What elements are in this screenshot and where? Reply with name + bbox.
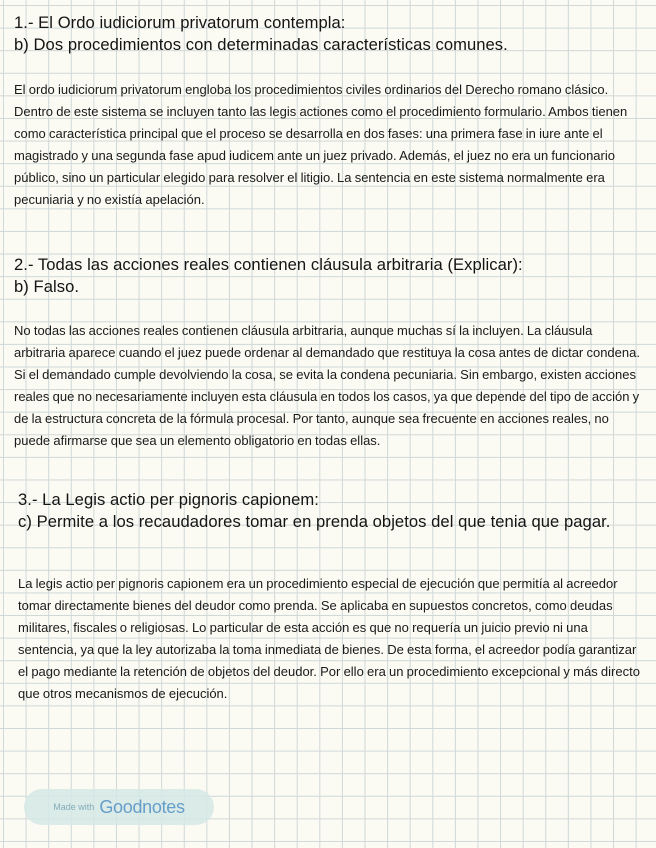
question-3 (18, 489, 644, 532)
question-1-explanation: El ordo iudiciorum privatorum engloba los procedimientos civiles ordinarios del Derecho romano clásico. Dentro de este sistema se incluyen tanto las legis actiones como el procedimiento formulario. Ambos tienen como característica principal que el proceso se desarrolla en dos fases: una primera fase in iure ante el magistrado y una segunda fase apud iudicem ante un juez privado. Además, el juez no era un funcionario público, sino un particular elegido para resolver el litigio. La sentencia en este sistema normalmente era pecuniaria y no existía apelación. (14, 82, 628, 208)
question-1-answer: b) Dos procedimientos con determinadas características comunes. (14, 34, 508, 54)
watermark-made-with: Made with (53, 802, 95, 812)
question-2-explanation: No todas las acciones reales contienen cláusula arbitraria, aunque muchas sí la incluyen. La cláusula arbitraria aparece cuando el juez puede ordenar al demandado que restituya la cosa antes de dictar condena. Si el demandado cumple devolviendo la cosa, se evita la condena pecuniaria. Sin embargo, existen acciones reales que no necesariamente incluyen esta cláusula en todos los casos, ya que depende del tipo de acción y de la estructura concreta de la fórmula procesal. Por tanto, aunque sea frecuente en acciones reales, no puede afirmarse que sea un elemento obligatorio en todas ellas. (14, 323, 640, 449)
question-1-title: 1.- El Ordo iudiciorum privatorum contempla: (14, 13, 346, 32)
question-3-title: 3.- La Legis actio per pignoris capionem: (18, 490, 319, 509)
question-3-explanation: La legis actio per pignoris capionem era un procedimiento especial de ejecución que permitía al acreedor tomar directamente bienes del deudor como prenda. Se aplicaba en supuestos concretos, como deudas militares, fiscales o religiosas. Lo particular de esta acción es que no requería un juicio previo ni una sentencia, ya que la ley autorizaba la toma inmediata de bienes. De esta forma, el acreedor podía garantizar el pago mediante la retención de objetos del deudor. Por ello era un procedimiento excepcional y más directo que otros mecanismos de ejecución. (18, 576, 640, 702)
question-2-answer: b) Falso. (14, 276, 80, 296)
question-2-title: 2.- Todas las acciones reales contienen cláusula arbitraria (Explicar): (14, 255, 523, 274)
question-3-answer: c) Permite a los recaudadores tomar en prenda objetos del que tenia que pagar. (18, 511, 611, 531)
goodnotes-watermark (24, 789, 214, 825)
question-2 (14, 254, 644, 297)
watermark-brand: Goodnotes (99, 796, 185, 817)
question-1 (14, 12, 644, 55)
